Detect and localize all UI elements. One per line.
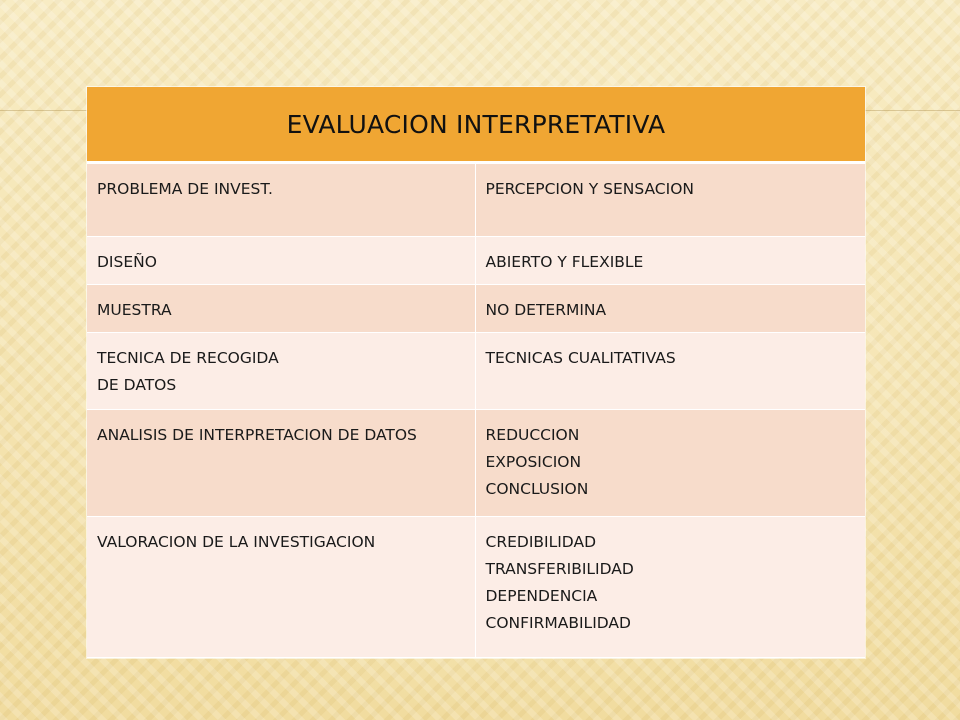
row-label: MUESTRA	[97, 301, 172, 319]
table-row	[87, 163, 865, 237]
row-value: TECNICAS CUALITATIVAS	[485, 349, 676, 367]
table-row	[87, 410, 865, 517]
table-title: EVALUACION INTERPRETATIVA	[87, 87, 865, 163]
row-value: NO DETERMINA	[485, 301, 607, 319]
row-value: CONFIRMABILIDAD	[485, 614, 631, 632]
row-label: ANALISIS DE INTERPRETACION DE DATOS	[97, 426, 417, 444]
row-value-cell	[475, 333, 865, 410]
table-row	[87, 333, 865, 410]
row-value: CREDIBILIDAD	[485, 533, 597, 551]
row-label: TECNICA DE RECOGIDA	[97, 349, 279, 367]
table-header-row	[87, 87, 865, 163]
row-label: PROBLEMA DE INVEST.	[97, 180, 273, 198]
table-row	[87, 285, 865, 333]
row-label-cell	[87, 333, 475, 410]
row-value: ABIERTO Y FLEXIBLE	[485, 253, 644, 271]
row-value: TRANSFERIBILIDAD	[485, 560, 634, 578]
row-label: DE DATOS	[97, 376, 177, 394]
row-value: EXPOSICION	[485, 453, 582, 471]
row-label: VALORACION DE LA INVESTIGACION	[97, 533, 376, 551]
row-value-cell	[475, 237, 865, 285]
table-row	[87, 237, 865, 285]
row-value: REDUCCION	[485, 426, 580, 444]
row-label-cell	[87, 163, 475, 237]
row-value-cell	[475, 410, 865, 517]
row-label-cell	[87, 285, 475, 333]
row-label: DISEÑO	[97, 253, 157, 271]
row-value-cell	[475, 163, 865, 237]
row-value: CONCLUSION	[485, 480, 589, 498]
evaluation-table	[87, 87, 865, 658]
row-value: DEPENDENCIA	[485, 587, 598, 605]
row-value-cell	[475, 517, 865, 658]
row-label-cell	[87, 410, 475, 517]
table-row	[87, 517, 865, 658]
row-label-cell	[87, 237, 475, 285]
row-value-cell	[475, 285, 865, 333]
row-value: PERCEPCION Y SENSACION	[485, 180, 694, 198]
row-label-cell	[87, 517, 475, 658]
